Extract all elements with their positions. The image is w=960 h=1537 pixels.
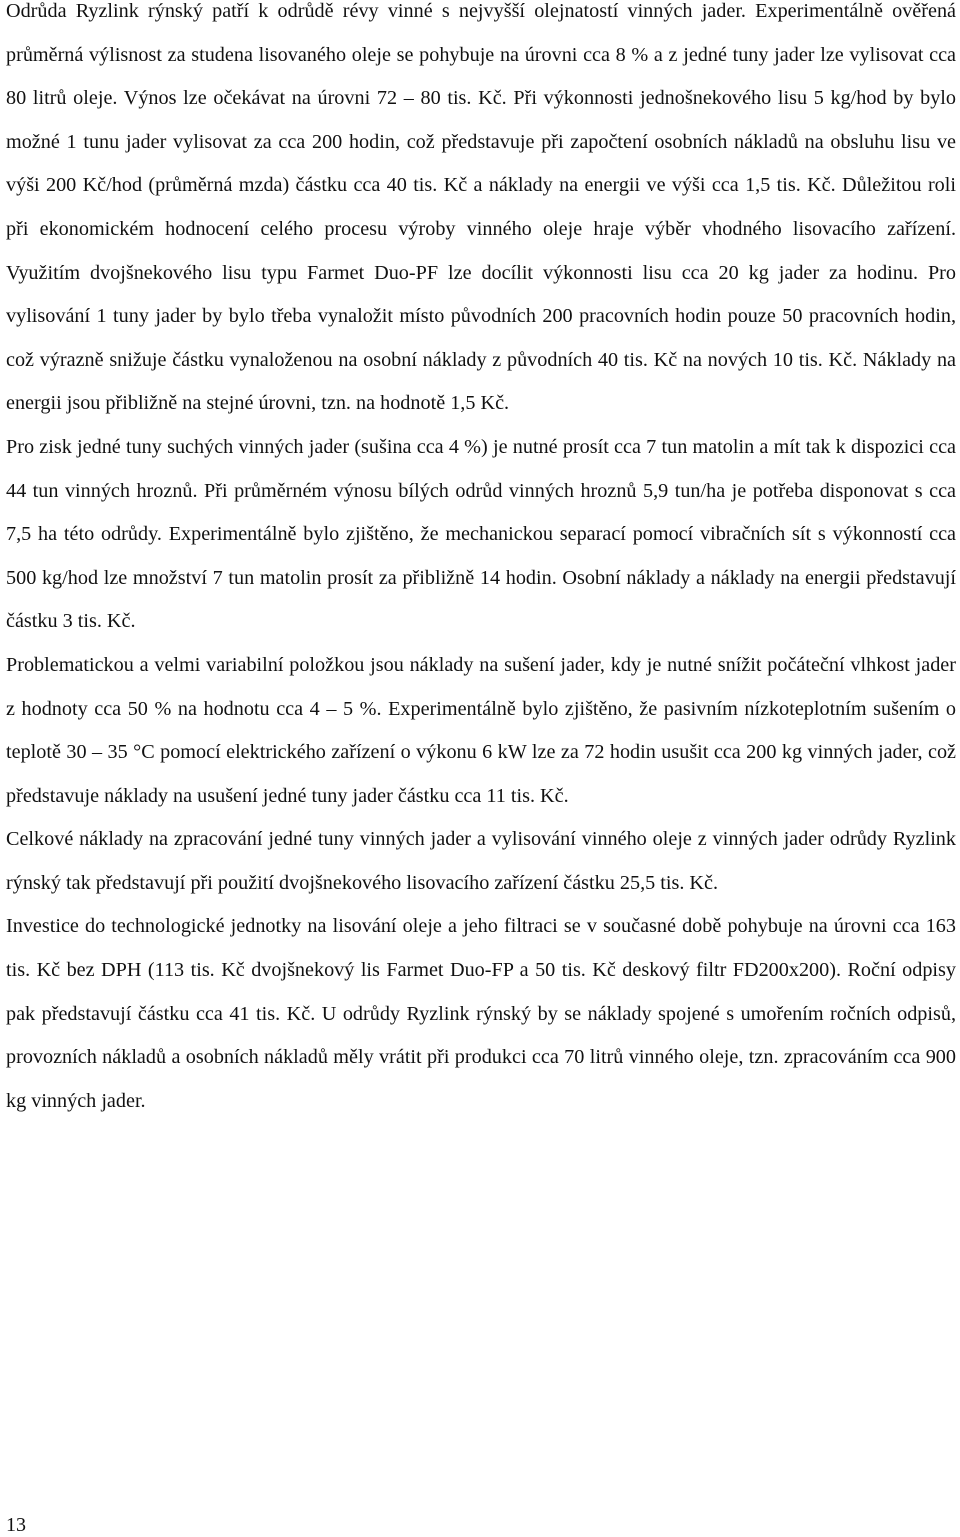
paragraph-5: Investice do technologické jednotky na lisování oleje a jeho filtraci se v současné době pohybuje na úrovni cca 163 tis. Kč bez DPH (113 tis. Kč dvojšnekový lis Farmet Duo-FP a 50 tis. Kč deskový filtr FD200x200). Roční odpisy pak představují částku cca 41 tis. Kč. U odrůdy Ryzlink rýnský by se náklady spojené s umořením ročních odpisů, provozních nákladů a osobních nákladů měly vrátit při produkci cca 70 litrů vinného oleje, tzn. zpracováním cca 900 kg vinných jader. xyxy=(6,915,956,1112)
paragraph-2: Pro zisk jedné tuny suchých vinných jader (sušina cca 4 %) je nutné prosít cca 7 tun matolin a mít tak k dispozici cca 44 tun vinných hroznů. Při průměrném výnosu bílých odrůd vinných hroznů 5,9 tun/ha je potřeba disponovat s cca 7,5 ha této odrůdy. Experimentálně bylo zjištěno, že mechanickou separací pomocí vibračních sít s výkonností cca 500 kg/hod lze množství 7 tun matolin prosít za přibližně 14 hodin. Osobní náklady a náklady na energii představují částku 3 tis. Kč. xyxy=(6,435,956,633)
paragraph-4: Celkové náklady na zpracování jedné tuny vinných jader a vylisování vinného oleje z vinných jader odrůdy Ryzlink rýnský tak představují při použití dvojšnekového lisovacího zařízení částku 25,5 tis. Kč. xyxy=(6,828,956,894)
paragraph-1: Odrůda Ryzlink rýnský patří k odrůdě révy vinné s nejvyšší olejnatostí vinných jader. Experimentálně ověřená průměrná výlisnost za studena lisovaného oleje se pohybuje na úrovni cca 8 % a z jedné tuny jader lze vylisovat cca 80 litrů oleje. Výnos lze očekávat na úrovni 72 – 80 tis. Kč. Při výkonnosti jednošnekového lisu 5 kg/hod by bylo možné 1 tunu jader vylisovat za cca 200 hodin, což představuje při započtení osobních nákladů na obsluhu lisu ve výši 200 Kč/hod (průměrná mzda) částku cca 40 tis. Kč a náklady na energii ve výši cca 1,5 tis. Kč. Důležitou roli při ekonomickém hodnocení celého procesu výroby vinného oleje hraje výběr vhodného lisovacího zařízení. Využitím dvojšnekového lisu typu Farmet Duo-PF lze docílit výkonnosti lisu cca 20 kg jader za hodinu. Pro vylisování 1 tuny jader by bylo třeba vynaložit místo původních 200 pracovních hodin pouze 50 pracovních hodin, což výrazně snižuje částku vynaloženou na osobní náklady z původních 40 tis. Kč na nových 10 tis. Kč. Náklady na energii jsou přibližně na stejné úrovni, tzn. na hodnotě 1,5 Kč. xyxy=(6,0,956,415)
body-text xyxy=(6,0,956,1123)
page-number: 13 xyxy=(6,1514,26,1536)
paragraph-3: Problematickou a velmi variabilní položkou jsou náklady na sušení jader, kdy je nutné snížit počáteční vlhkost jader z hodnoty cca 50 % na hodnotu cca 4 – 5 %. Experimentálně bylo zjištěno, že pasivním nízkoteplotním sušením o teplotě 30 – 35 °C pomocí elektrického zařízení o výkonu 6 kW lze za 72 hodin usušit cca 200 kg vinných jader, což představuje náklady na usušení jedné tuny jader částku cca 11 tis. Kč. xyxy=(6,653,956,807)
